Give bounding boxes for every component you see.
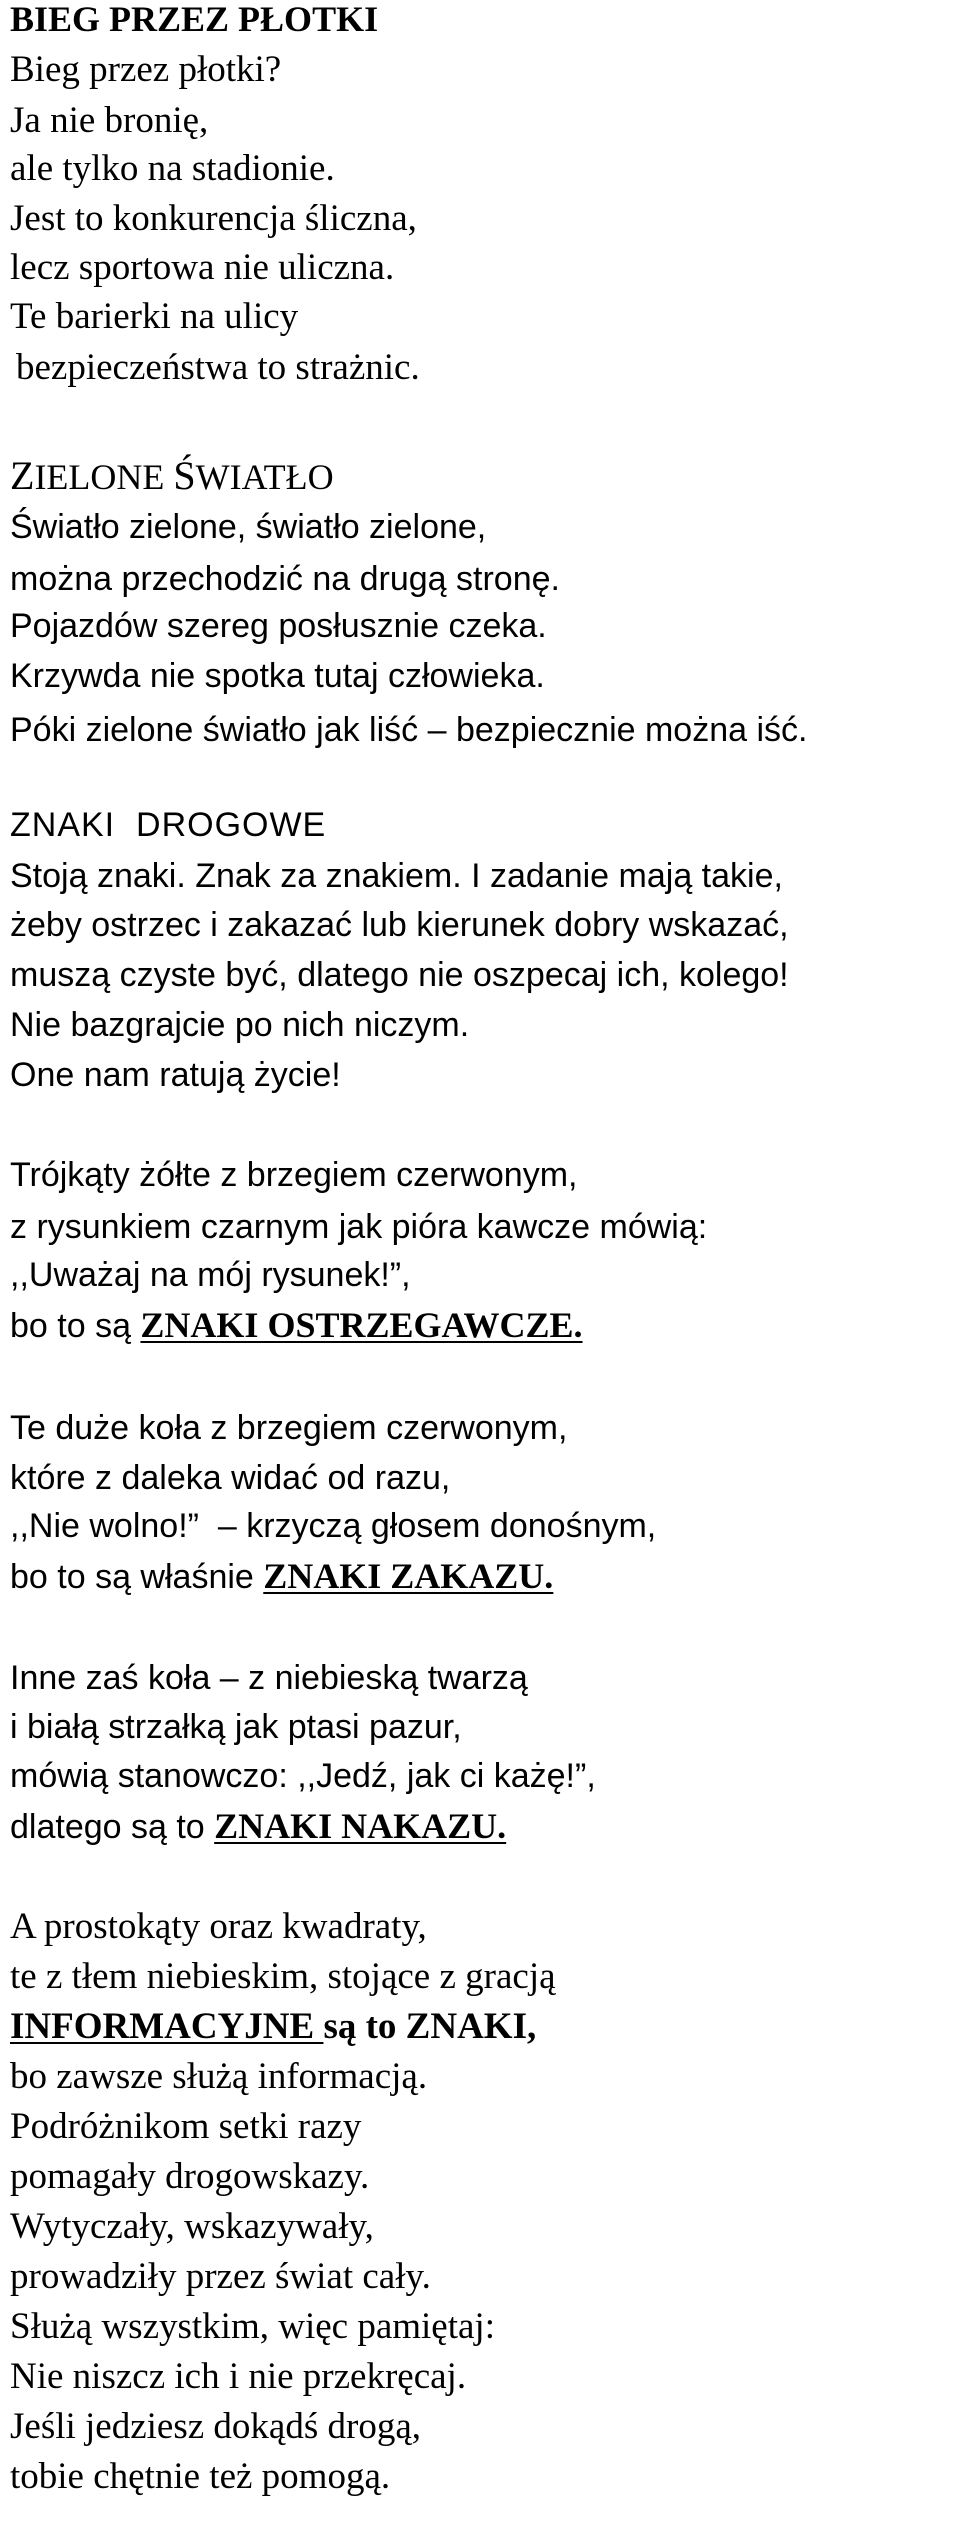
poem-line: które z daleka widać od razu, [10, 1459, 451, 1497]
poem-line: Światło zielone, światło zielone, [10, 508, 487, 546]
section-title-road-signs: ZNAKI DROGOWE [10, 806, 327, 844]
poem-line: Te barierki na ulicy [10, 296, 299, 337]
poem-line: z rysunkiem czarnym jak pióra kawcze mówią: [10, 1208, 708, 1246]
poem-line: Jest to konkurencja śliczna, [10, 198, 417, 239]
poem-line: lecz sportowa nie uliczna. [10, 247, 395, 288]
poem-line: One nam ratują życie! [10, 1056, 341, 1094]
poem-line: bo to są właśnie ZNAKI ZAKAZU. [10, 1556, 554, 1596]
emphasis-information-word: INFORMACYJNE [10, 2006, 324, 2047]
poem-line: i białą strzałką jak ptasi pazur, [10, 1708, 462, 1746]
poem-line: Nie niszcz ich i nie przekręcaj. [10, 2356, 467, 2397]
poem-line: można przechodzić na drugą stronę. [10, 560, 560, 598]
section-title-hurdles: BIEG PRZEZ PŁOTKI [10, 0, 379, 39]
poem-line: bo zawsze służą informacją. [10, 2056, 428, 2097]
poem-line: prowadziły przez świat cały. [10, 2256, 431, 2297]
emphasis-prohibition-signs: ZNAKI ZAKAZU. [263, 1556, 554, 1596]
emphasis-mandatory-signs: ZNAKI NAKAZU. [214, 1806, 507, 1846]
poem-line: Stoją znaki. Znak za znakiem. I zadanie mają takie, [10, 857, 783, 895]
poem-line: bezpieczeństwa to strażnic. [16, 347, 420, 388]
poem-line: Ja nie bronię, [10, 100, 209, 141]
poem-line: Póki zielone światło jak liść – bezpiecznie można iść. [10, 711, 808, 749]
poem-line: A prostokąty oraz kwadraty, [10, 1906, 427, 1947]
poem-line: Nie bazgrajcie po nich niczym. [10, 1006, 470, 1044]
poem-line: żeby ostrzec i zakazać lub kierunek dobry wskazać, [10, 906, 789, 944]
section-title-green-light: ZIELONE ŚWIATŁO [10, 453, 334, 498]
poem-line: tobie chętnie też pomogą. [10, 2456, 391, 2497]
poem-line: muszą czyste być, dlatego nie oszpecaj ich, kolego! [10, 956, 789, 994]
poem-line: te z tłem niebieskim, stojące z gracją [10, 1956, 556, 1997]
emphasis-warning-signs: ZNAKI OSTRZEGAWCZE. [140, 1305, 583, 1345]
poem-line: pomagały drogowskazy. [10, 2156, 370, 2197]
poem-line: Bieg przez płotki? [10, 49, 282, 90]
poem-line: Jeśli jedziesz dokądś drogą, [10, 2406, 421, 2447]
poem-line: mówią stanowczo: ,,Jedź, jak ci każę!”, [10, 1757, 596, 1795]
poem-line [10, 2004, 536, 2050]
poem-line: ,,Uważaj na mój rysunek!”, [10, 1256, 411, 1294]
poem-line: Krzywda nie spotka tutaj człowieka. [10, 657, 545, 695]
emphasis-information-rest: są to ZNAKI, [323, 2006, 537, 2047]
poem-line: Trójkąty żółte z brzegiem czerwonym, [10, 1156, 578, 1194]
poem-line: Podróżnikom setki razy [10, 2106, 362, 2147]
poem-line: dlatego są to ZNAKI NAKAZU. [10, 1806, 507, 1846]
poem-line: Inne zaś koła – z niebieską twarzą [10, 1659, 528, 1697]
poem-line: Służą wszystkim, więc pamiętaj: [10, 2306, 495, 2347]
poem-line: Wytyczały, wskazywały, [10, 2206, 374, 2247]
poem-line: bo to są ZNAKI OSTRZEGAWCZE. [10, 1305, 583, 1345]
poem-line: Te duże koła z brzegiem czerwonym, [10, 1409, 568, 1447]
poem-line: Pojazdów szereg posłusznie czeka. [10, 607, 547, 645]
poem-line: ,,Nie wolno!” – krzyczą głosem donośnym, [10, 1507, 657, 1545]
poem-line: ale tylko na stadionie. [10, 148, 335, 189]
